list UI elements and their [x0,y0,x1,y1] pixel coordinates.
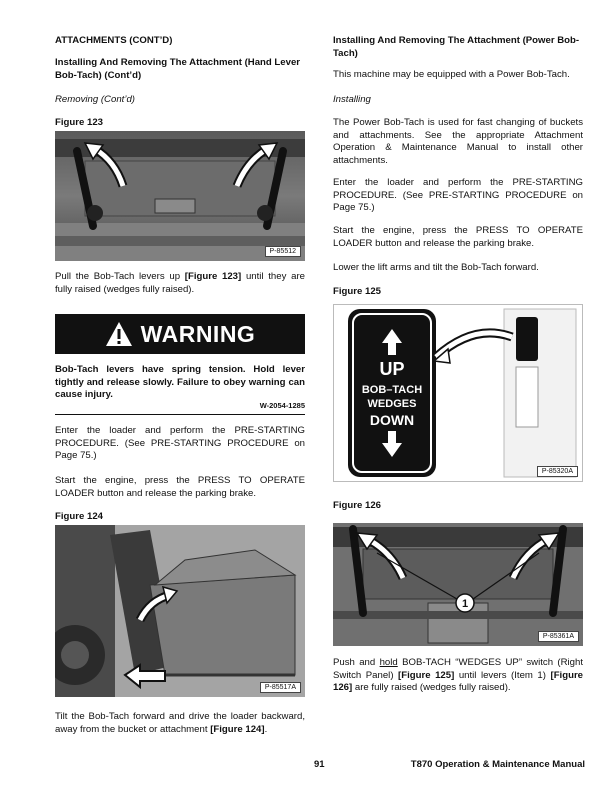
section-title: ATTACHMENTS (CONT’D) [55,35,173,46]
figure-123-photo [55,131,305,261]
paragraph: Lower the lift arms and tilt the Bob-Tach forward. [333,262,539,273]
subsection-label: Installing [333,94,371,105]
item-callout: 1 [461,598,469,610]
figure-124-label: Figure 124 [55,511,103,522]
power-bobtach-levers-illustration [333,523,583,646]
figure-reference: [Figure 126] [333,669,584,693]
switch-label-up: UP [379,359,405,379]
manual-title: T870 Operation & Maintenance Manual [410,759,585,770]
warning-banner [55,314,305,354]
figure-reference: [Figure 123] [184,271,242,282]
emphasis: hold [379,657,398,668]
switch-label-wedges: WEDGES [367,398,417,410]
figure-123-label: Figure 123 [55,117,103,128]
figure-reference: [Figure 125] [398,669,455,681]
bobtach-levers-illustration [55,131,305,261]
paragraph: Push and hold BOB-TACH “WEDGES UP” switch (Right Switch Panel) [Figure 125] until levers (Item 1) [Figure 126] are fully raised (wedges fully raised). [333,657,584,693]
figure-125-switch-diagram [333,304,583,482]
photo-code: P-85517A [260,682,301,693]
switch-label-down: DOWN [369,412,415,428]
paragraph: The Power Bob-Tach is used for fast changing of buckets and attachments. See the appropriate Attachment Operation & Maintenance Manual to install other attachments. [333,117,583,166]
figure-124-photo [55,525,305,697]
paragraph: Start the engine, press the PRESS TO OPERATE LOADER button and release the parking brake. [55,475,305,499]
subsection-label: Removing (Cont’d) [55,94,135,105]
paragraph: This machine may be equipped with a Power Bob-Tach. [333,69,570,80]
figure-126-label: Figure 126 [333,500,381,511]
photo-code: P-85512 [265,246,301,257]
figure-126-photo [333,523,583,646]
subsection-heading: Installing And Removing The Attachment (Hand Lever Bob-Tach) (Cont’d) [55,57,301,81]
warning-title: WARNING [140,320,256,347]
switch-label-bobtach: BOB–TACH [361,384,423,396]
bucket-detach-illustration [55,525,305,697]
paragraph: Enter the loader and perform the PRE-STARTING PROCEDURE. (See PRE-STARTING PROCEDURE on Page 75.) [333,177,583,213]
warning-code: W-2054-1285 [259,401,305,410]
warning-text: Bob-Tach levers have spring tension. Hold lever tightly and release slowly. Failure to obey warning can cause injury. [55,364,305,400]
figure-125-label: Figure 125 [333,286,381,297]
photo-code: P-85361A [538,631,579,642]
photo-code: P-85320A [537,466,578,477]
warning-triangle-icon [105,321,133,347]
figure-reference: [Figure 124] [210,723,265,735]
section-heading: Installing And Removing The Attachment (Power Bob-Tach) [333,35,580,59]
paragraph: Enter the loader and perform the PRE-STARTING PROCEDURE. (See PRE-STARTING PROCEDURE on Page 75.) [55,425,305,461]
paragraph: Tilt the Bob-Tach forward and drive the loader backward, away from the bucket or attachment [Figure 124]. [55,711,305,735]
paragraph: Start the engine, press the PRESS TO OPERATE LOADER button and release the parking brake. [333,225,583,249]
page-number: 91 [314,759,325,770]
divider [55,414,305,415]
bobtach-switch-illustration [334,305,582,481]
paragraph: Pull the Bob-Tach levers up [Figure 123] until they are fully raised (wedges fully raised). [55,271,305,295]
